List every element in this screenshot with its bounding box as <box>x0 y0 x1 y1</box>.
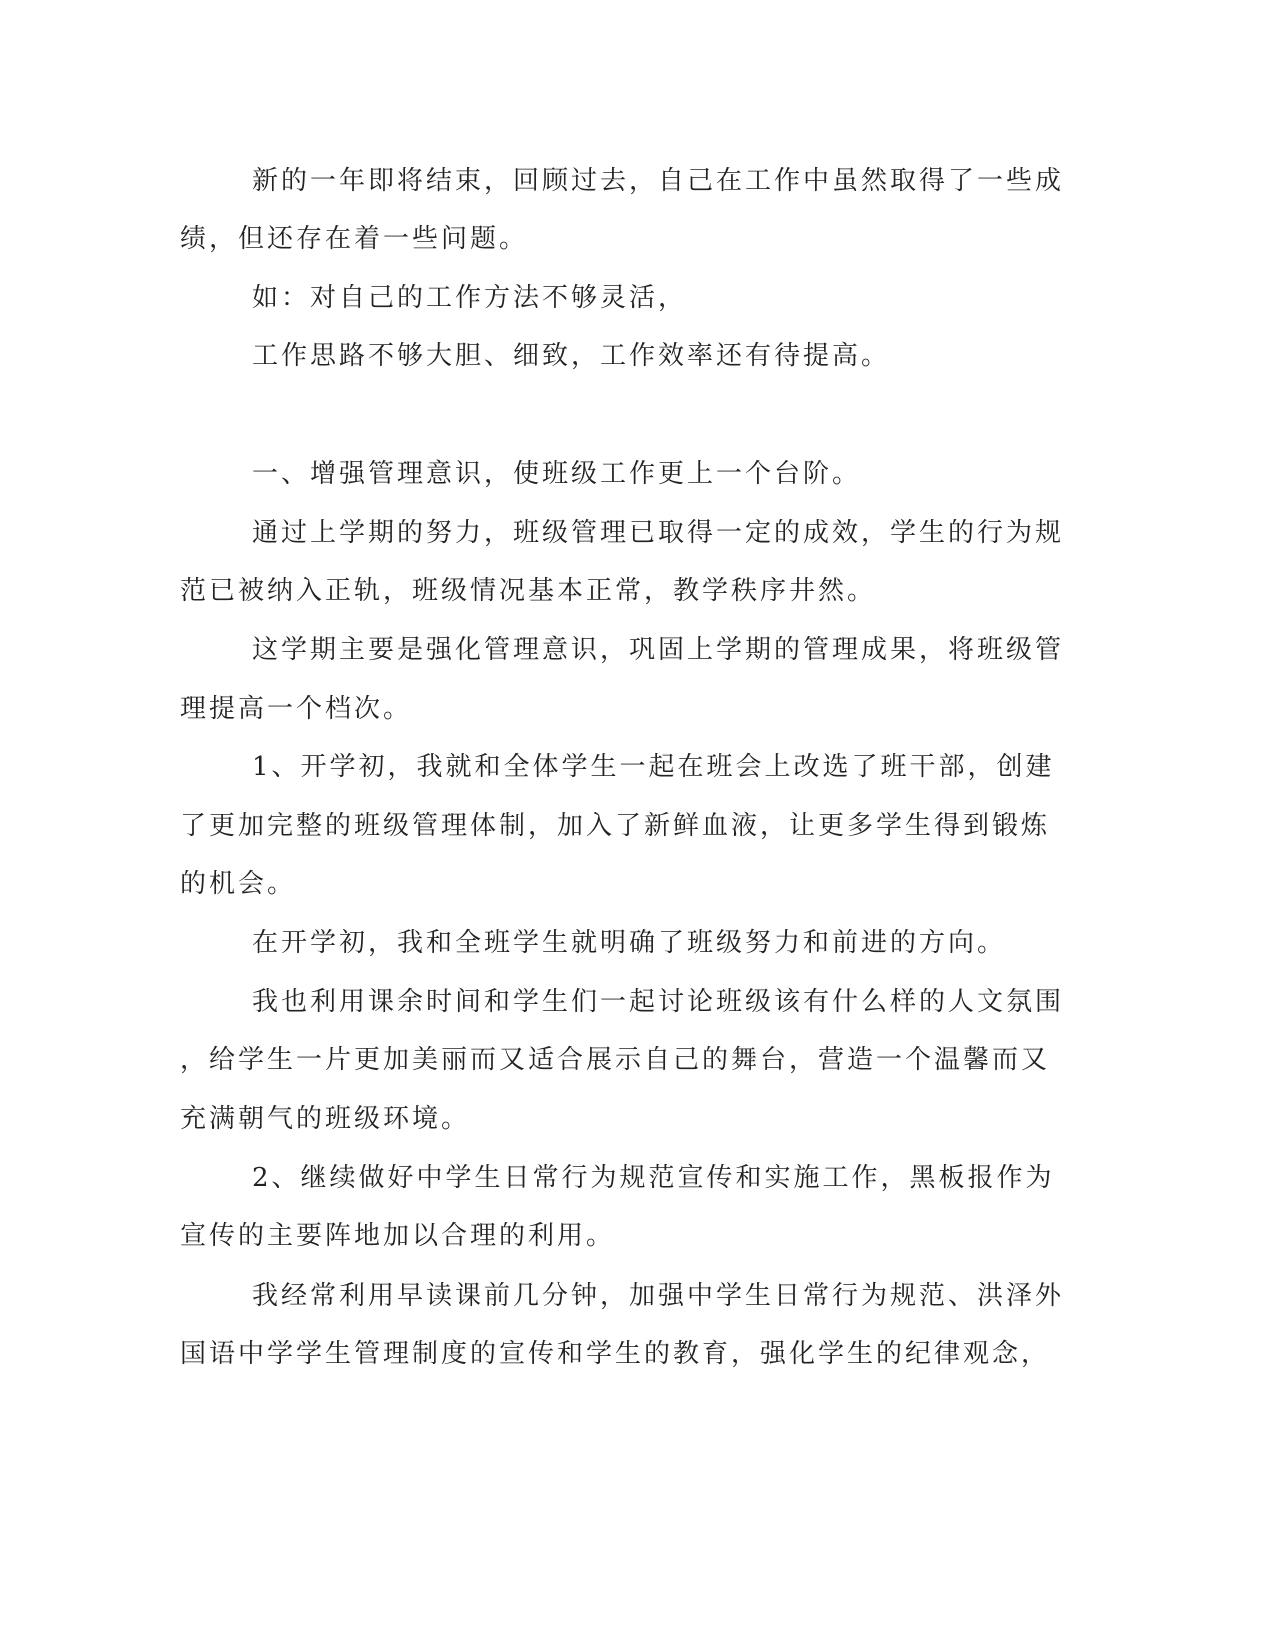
text-line: 绩，但还存在着一些问题。 <box>180 224 529 254</box>
text-line: 我经常利用早读课前几分钟，加强中学生日常行为规范、洪泽外 <box>252 1281 1065 1311</box>
text-line: 这学期主要是强化管理意识，巩固上学期的管理成果，将班级管 <box>252 635 1065 665</box>
text-line: 工作思路不够大胆、细致，工作效率还有待提高。 <box>252 341 891 371</box>
text-line: 的机会。 <box>180 869 297 899</box>
text-line: 在开学初，我和全班学生就明确了班级努力和前进的方向。 <box>252 928 1007 958</box>
text-line: 宣传的主要阵地加以合理的利用。 <box>180 1221 616 1251</box>
text-line: 了更加完整的班级管理体制，加入了新鲜血液，让更多学生得到锻炼 <box>180 811 1051 841</box>
text-line: 如：对自己的工作方法不够灵活， <box>252 283 688 313</box>
text-line: 新的一年即将结束，回顾过去，自己在工作中虽然取得了一些成 <box>252 166 1065 196</box>
section-heading: 一、增强管理意识，使班级工作更上一个台阶。 <box>252 459 862 489</box>
text-line: 充满朝气的班级环境。 <box>180 1104 471 1134</box>
text-line: 国语中学学生管理制度的宣传和学生的教育，强化学生的纪律观念， <box>180 1339 1051 1369</box>
text-line: 范已被纳入正轨，班级情况基本正常，教学秩序井然。 <box>180 576 877 606</box>
text-line: ，给学生一片更加美丽而又适合展示自己的舞台，营造一个温馨而又 <box>180 1045 1051 1075</box>
text-line: 2、继续做好中学生日常行为规范宣传和实施工作，黑板报作为 <box>252 1163 1055 1193</box>
text-line: 理提高一个档次。 <box>180 694 413 724</box>
text-line: 我也利用课余时间和学生们一起讨论班级该有什么样的人文氛围 <box>252 987 1065 1017</box>
text-line: 通过上学期的努力，班级管理已取得一定的成效，学生的行为规 <box>252 518 1065 548</box>
text-line: 1、开学初，我就和全体学生一起在班会上改选了班干部，创建 <box>252 752 1055 782</box>
